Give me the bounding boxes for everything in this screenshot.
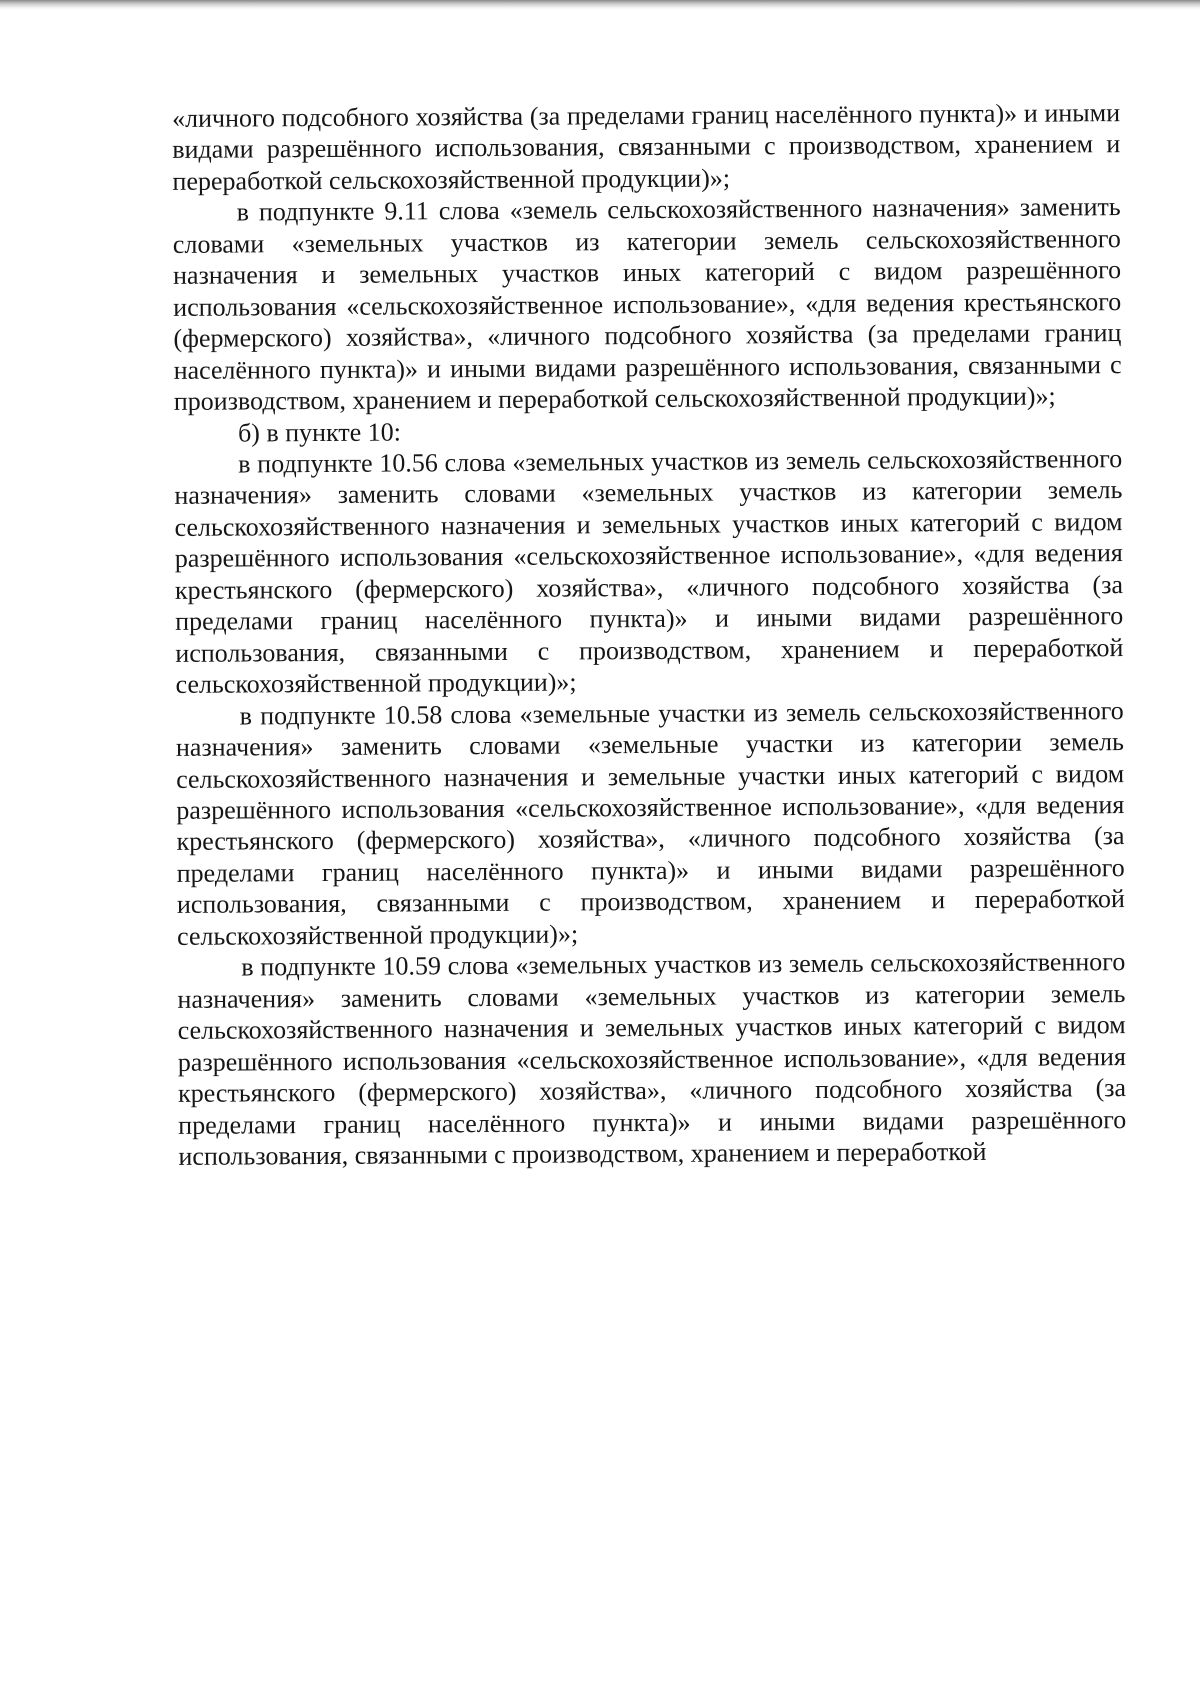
scan-edge-shadow: [0, 0, 1200, 10]
paragraph-subpoint-10-58: в подпункте 10.58 слова «земельные участки из земель сельскохозяйственного назначения» заменить словами «земельные участки из категории земель сельскохозяйственного назначения и земельные участки иных категорий с видом разрешённого использования «сельскохозяйственное использование», «для ведения крестьянского (фермерского) хозяйства», «личного подсобного хозяйства (за пределами границ населённого пункта)» и иными видами разрешённого использования, связанными с производством, хранением и переработкой сельскохозяйственной продукции)»;: [175, 695, 1125, 951]
document-page: [172, 97, 1127, 1172]
paragraph-point-10-heading: б) в пункте 10:: [237, 417, 402, 448]
paragraph-subpoint-10-59: в подпункте 10.59 слова «земельных участков из земель сельскохозяйственного назначения» заменить словами «земельных участков из категории земель сельскохозяйственного назначения и земельных участков иных категорий с видом разрешённого использования «сельскохозяйственное использование», «для ведения крестьянского (фермерского) хозяйства», «личного подсобного хозяйства (за пределами границ населённого пункта)» и иными видами разрешённого использования, связанными с производством, хранением и переработкой: [177, 947, 1127, 1171]
paragraph-subpoint-9-11: в подпункте 9.11 слова «земель сельскохозяйственного назначения» заменить словами «земельных участков из категории земель сельскохозяйственного назначения и земельных участков иных категорий с видом разрешённого использования «сельскохозяйственное использование», «для ведения крестьянского (фермерского) хозяйства», «личного подсобного хозяйства (за пределами границ населённого пункта)» и иными видами разрешённого использования, связанными с производством, хранением и переработкой сельскохозяйственной продукции)»;: [172, 192, 1122, 416]
paragraph-continuation: «личного подсобного хозяйства (за пределами границ населённого пункта)» и иными видами разрешённого использования, связанными с производством, хранением и переработкой сельскохозяйственной продукции)»;: [172, 98, 1121, 196]
paragraph-subpoint-10-56: в подпункте 10.56 слова «земельных участков из земель сельскохозяйственного назначения» заменить словами «земельных участков из категории земель сельскохозяйственного назначения и земельных участков иных категорий с видом разрешённого использования «сельскохозяйственное использование», «для ведения крестьянского (фермерского) хозяйства», «личного подсобного хозяйства (за пределами границ населённого пункта)» и иными видами разрешённого использования, связанными с производством, хранением и переработкой сельскохозяйственной продукции)»;: [174, 444, 1124, 700]
